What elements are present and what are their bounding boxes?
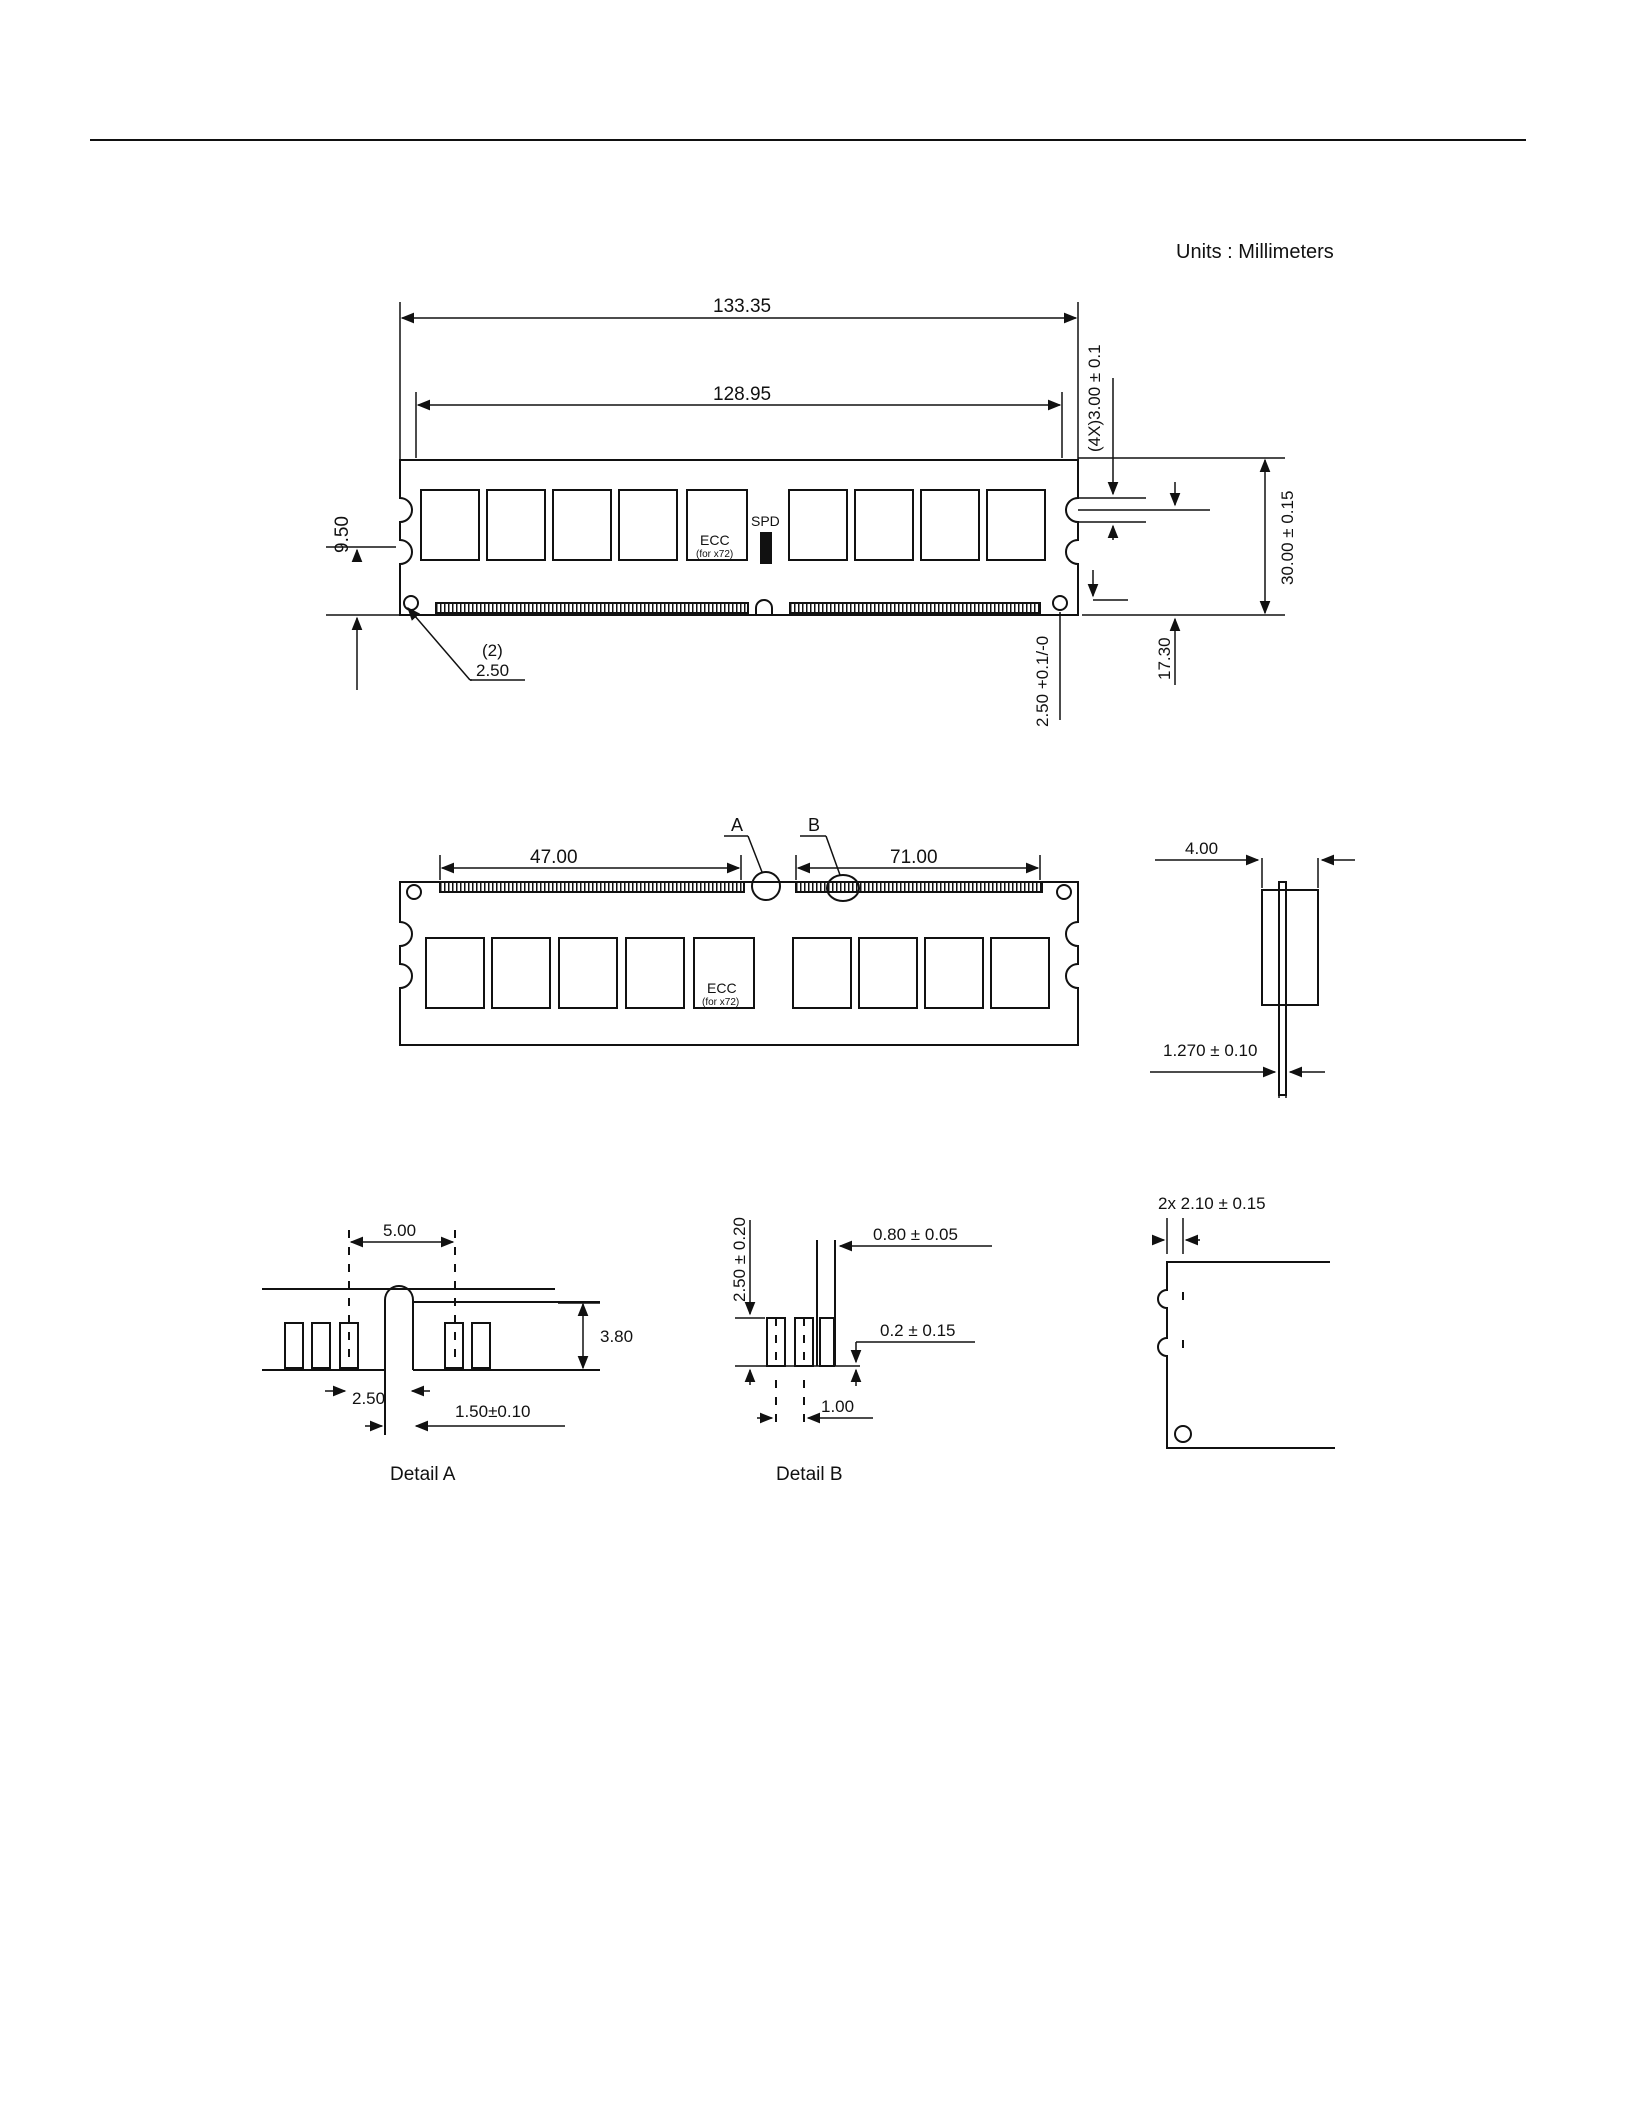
- back-hole-left: [407, 885, 421, 899]
- detail-c-notch-label: 2x 2.10 ± 0.15: [1158, 1194, 1266, 1213]
- front-view: [326, 296, 1297, 727]
- notch-dim-label: (4X)3.00 ± 0.1: [1085, 344, 1104, 452]
- front-ecc-sub: (for x72): [696, 549, 734, 560]
- front-hole-right: [1053, 596, 1067, 610]
- detail-a-height-label: 3.80: [600, 1327, 634, 1346]
- detail-b-pad-width-label: 0.80 ± 0.05: [873, 1225, 958, 1244]
- side-pcb: [1279, 882, 1286, 1095]
- back-ecc-sub: (for x72): [702, 997, 740, 1008]
- height-label: 30.00 ± 0.15: [1278, 490, 1297, 585]
- detail-c-edge-outline: [1158, 1262, 1335, 1448]
- detail-a-circle: [752, 872, 780, 900]
- pcb-thickness-label: 1.270 ± 0.10: [1163, 1041, 1258, 1060]
- detail-a-key-width-label: 1.50±0.10: [455, 1402, 531, 1421]
- pin-offset-label: 2.50 +0.1/-0: [1033, 635, 1052, 727]
- detail-b-pitch-label: 1.00: [821, 1397, 855, 1416]
- back-chip: [626, 938, 684, 1008]
- front-chip: [619, 490, 677, 560]
- front-ecc-label: ECC: [700, 532, 730, 548]
- detail-b: [730, 1217, 992, 1485]
- front-chip: [921, 490, 979, 560]
- spd-chip: [760, 532, 772, 564]
- back-chip: [426, 938, 484, 1008]
- back-hole-right: [1057, 885, 1071, 899]
- back-chip: [559, 938, 617, 1008]
- detail-a-caption: Detail A: [390, 1464, 456, 1485]
- side-thickness-label: 4.00: [1185, 839, 1219, 858]
- left-height-label: 9.50: [332, 516, 353, 553]
- back-chip: [925, 938, 983, 1008]
- detail-b-pad-offset-label: 0.2 ± 0.15: [880, 1321, 956, 1340]
- back-chip: [859, 938, 917, 1008]
- back-view: [400, 815, 1078, 1045]
- detail-c-hole: [1175, 1426, 1191, 1442]
- back-chip: [991, 938, 1049, 1008]
- front-key-notch: [756, 600, 772, 615]
- hole-leader: [408, 608, 470, 680]
- inner-width-label: 128.95: [713, 384, 772, 405]
- front-chip: [421, 490, 479, 560]
- hole-count-label: (2): [482, 641, 503, 660]
- detail-b-pad-height-label: 2.50 ± 0.20: [730, 1217, 749, 1302]
- front-chip: [789, 490, 847, 560]
- detail-a-key-slot: [385, 1286, 413, 1435]
- detail-b-caption: Detail B: [776, 1464, 843, 1485]
- detail-a-pitch-label: 5.00: [383, 1221, 417, 1240]
- front-chip: [987, 490, 1045, 560]
- back-chip: [492, 938, 550, 1008]
- back-chip: [793, 938, 851, 1008]
- back-ecc-label: ECC: [707, 980, 737, 996]
- overall-width-label: 133.35: [713, 296, 772, 317]
- detail-a: [262, 1221, 633, 1485]
- hole-dia-label: 2.50: [476, 661, 510, 680]
- back-dim-right-label: 71.00: [890, 847, 938, 868]
- units-label: Units : Millimeters: [1176, 241, 1334, 263]
- front-chip: [553, 490, 611, 560]
- callout-b-label: B: [808, 815, 821, 835]
- side-view: [1150, 839, 1355, 1098]
- edge-offset-label: 17.30: [1155, 637, 1174, 680]
- front-hole-left: [404, 596, 418, 610]
- detail-a-gap-label: 2.50: [352, 1389, 386, 1408]
- spd-label: SPD: [751, 513, 780, 529]
- back-dim-left-label: 47.00: [530, 847, 578, 868]
- front-chip: [855, 490, 913, 560]
- side-chip-stack: [1262, 890, 1318, 1005]
- callout-a-label: A: [731, 815, 744, 835]
- detail-c: [1155, 1194, 1335, 1448]
- front-chip: [487, 490, 545, 560]
